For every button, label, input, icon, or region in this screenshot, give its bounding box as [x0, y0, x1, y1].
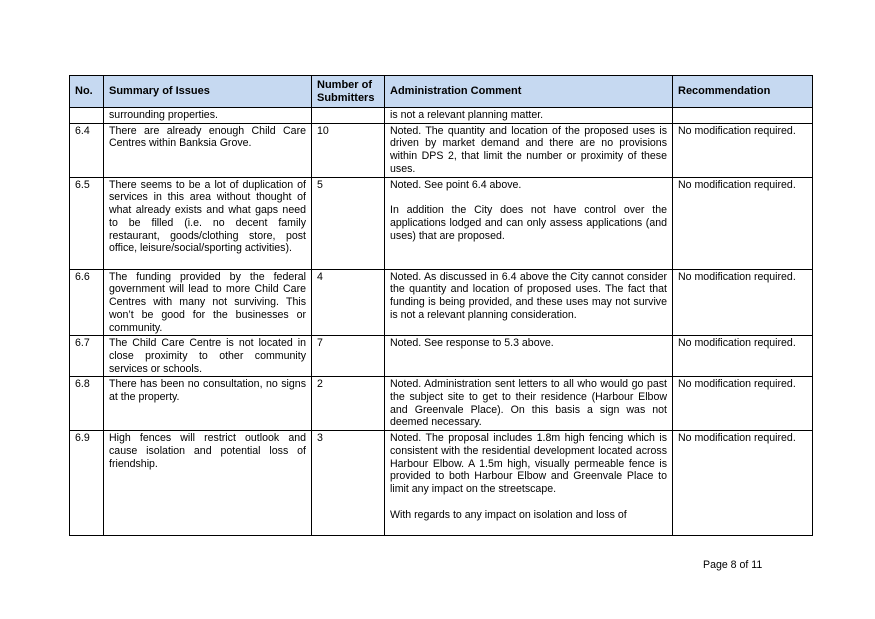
- cell-summary: surrounding properties.: [104, 108, 312, 124]
- comment-paragraph: Noted. See point 6.4 above.: [390, 178, 522, 191]
- cell-recommendation: No modification required.: [673, 269, 813, 336]
- cell-no: 6.7: [70, 336, 104, 377]
- table-row: [70, 431, 813, 536]
- page-number: Page 8 of 11: [703, 559, 763, 571]
- cell-comment: [385, 269, 673, 336]
- issues-table: [69, 75, 813, 536]
- comment-paragraph: Noted. As discussed in 6.4 above the City cannot consider the quantity and location of proposed uses. The fact that funding is being provided, and these uses may not survive is not a relevant planning consideration.: [390, 270, 667, 321]
- paragraph-gap: [390, 496, 667, 509]
- header-no: No.: [70, 76, 104, 108]
- cell-summary: There seems to be a lot of duplication of services in this area without thought of what already exists and what gaps need to be filled (i.e. no decent family restaurant, goods/clothing store, post office, leisure/social/sporting activities).: [104, 177, 312, 269]
- cell-recommendation: No modification required.: [673, 336, 813, 377]
- comment-paragraph: With regards to any impact on isolation and loss of: [390, 508, 627, 521]
- header-number-of-submitters: Number of Submitters: [312, 76, 385, 108]
- cell-comment: [385, 123, 673, 177]
- table-row: [70, 377, 813, 431]
- cell-no: 6.5: [70, 177, 104, 269]
- comment-paragraph: Noted. The quantity and location of the proposed uses is driven by market demand and there are no provisions within DPS 2, that limit the number or proximity of these uses.: [390, 124, 667, 175]
- cell-no: 6.8: [70, 377, 104, 431]
- cell-comment: [385, 377, 673, 431]
- cell-submitters: 5: [312, 177, 385, 269]
- table-row: [70, 123, 813, 177]
- cell-comment: is not a relevant planning matter.: [385, 108, 673, 124]
- table-row: [70, 177, 813, 269]
- cell-comment: [385, 177, 673, 269]
- table-row: [70, 336, 813, 377]
- continued-row: [70, 108, 813, 124]
- header-recommendation: Recommendation: [673, 76, 813, 108]
- cell-summary: There has been no consultation, no signs at the property.: [104, 377, 312, 431]
- cell-submitters: 2: [312, 377, 385, 431]
- cell-summary: The funding provided by the federal government will lead to more Child Care Centres with many not surviving. This won’t be good for the businesses or community.: [104, 269, 312, 336]
- comment-paragraph: In addition the City does not have control over the applications lodged and can only assess applications (and uses) that are proposed.: [390, 204, 667, 242]
- cell-recommendation: No modification required.: [673, 377, 813, 431]
- cell-submitters: [312, 108, 385, 124]
- cell-submitters: 4: [312, 269, 385, 336]
- comment-paragraph: Noted. Administration sent letters to all who would go past the subject site to get to their residence (Harbour Elbow and Greenvale Place). On this basis a sign was not deemed necessary.: [390, 378, 667, 429]
- cell-comment: [385, 431, 673, 536]
- cell-submitters: 3: [312, 431, 385, 536]
- cell-recommendation: No modification required.: [673, 177, 813, 269]
- table-row: [70, 269, 813, 336]
- cell-no: 6.6: [70, 269, 104, 336]
- header-summary: Summary of Issues: [104, 76, 312, 108]
- cell-no: [70, 108, 104, 124]
- cell-submitters: 7: [312, 336, 385, 377]
- comment-paragraph: Noted. See response to 5.3 above.: [390, 337, 554, 350]
- cell-summary: The Child Care Centre is not located in close proximity to other community services or schools.: [104, 336, 312, 377]
- cell-recommendation: No modification required.: [673, 431, 813, 536]
- paragraph-gap: [390, 191, 667, 204]
- cell-recommendation: No modification required.: [673, 123, 813, 177]
- cell-summary: High fences will restrict outlook and cause isolation and potential loss of friendship.: [104, 431, 312, 536]
- cell-recommendation: [673, 108, 813, 124]
- cell-no: 6.9: [70, 431, 104, 536]
- header-administration-comment: Administration Comment: [385, 76, 673, 108]
- cell-comment: [385, 336, 673, 377]
- cell-submitters: 10: [312, 123, 385, 177]
- cell-no: 6.4: [70, 123, 104, 177]
- comment-paragraph: Noted. The proposal includes 1.8m high fencing which is consistent with the residential development located across Harbour Elbow. A 1.5m high, visually permeable fence is provided to both Harbour Elbow and Greenvale Place to limit any impact on the streetscape.: [390, 432, 667, 495]
- table-header-row: [70, 76, 813, 108]
- cell-summary: There are already enough Child Care Centres within Banksia Grove.: [104, 123, 312, 177]
